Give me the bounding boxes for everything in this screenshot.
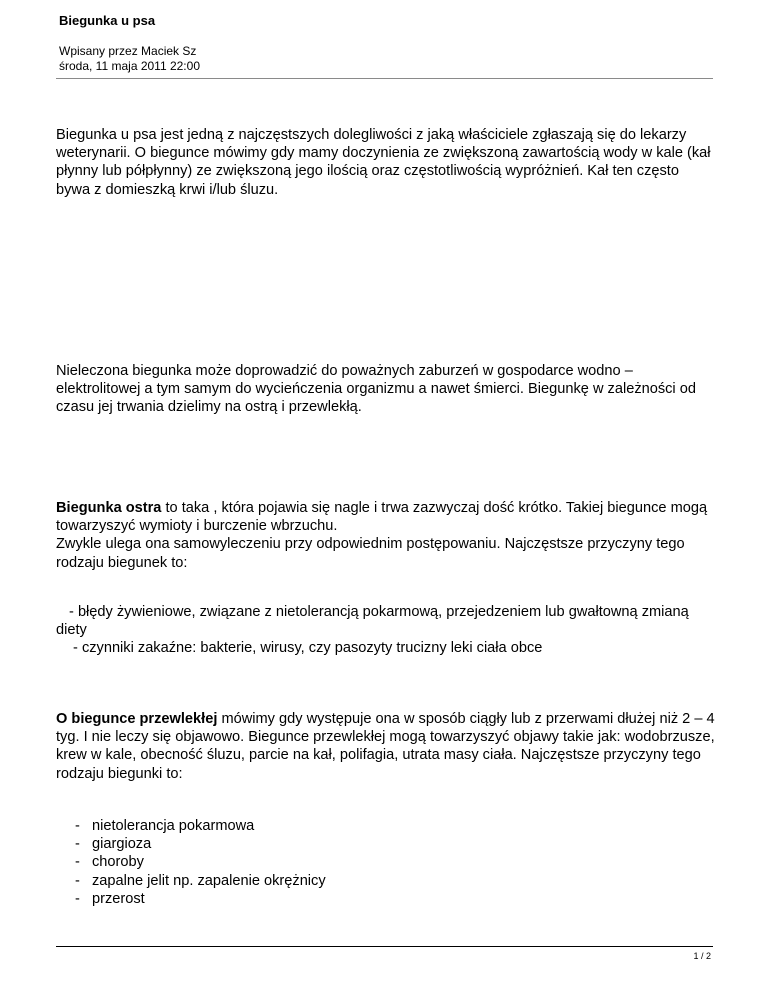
acute-text: to taka , która pojawia się nagle i trwa zazwyczaj dość krótko. Takiej biegunce mogą towarzyszyć wymioty i burczenie wbrzuchu. xyxy=(56,500,708,535)
list-item: - nietolerancja pokarmowa xyxy=(75,818,255,834)
page-number: 1 / 2 xyxy=(693,951,711,961)
list-item: - giargioza xyxy=(75,836,152,853)
acute-text-2: Zwykle ulega ona samowyleczeniu przy odpowiednim postępowaniu. Najczęstsze przyczyny tego rodzaju biegunek to: xyxy=(56,536,685,571)
chronic-heading: O biegunce przewlekłej xyxy=(56,711,218,727)
footer-divider xyxy=(56,946,713,947)
list-item: - czynniki zakaźne: bakterie, wirusy, czy pasozyty trucizny leki ciała obce xyxy=(73,640,543,657)
header-divider xyxy=(56,78,713,79)
article-meta xyxy=(59,44,200,74)
article-date: środa, 11 maja 2011 22:00 xyxy=(59,59,200,73)
list-item: - przerost xyxy=(75,890,145,907)
acute-heading: Biegunka ostra xyxy=(56,500,162,516)
list-item: - choroby xyxy=(75,854,144,871)
chronic-paragraph xyxy=(56,710,716,783)
list-item: - błędy żywieniowe, związane z nietolerancją pokarmową, przejedzeniem lub gwałtowną zmianą diety xyxy=(56,604,689,639)
untreated-paragraph xyxy=(56,362,716,417)
chronic-causes-list xyxy=(56,817,716,908)
acute-paragraph xyxy=(56,499,716,535)
list-item: - zapalne jelit np. zapalenie okrężnicy xyxy=(75,872,326,889)
acute-causes-list xyxy=(56,603,716,658)
acute-section xyxy=(56,499,716,572)
intro-paragraph xyxy=(56,126,716,199)
article-author: Wpisany przez Maciek Sz xyxy=(59,44,197,58)
article-title: Biegunka u psa xyxy=(59,13,156,28)
chronic-section xyxy=(56,710,716,783)
chronic-text: mówimy gdy występuje ona w sposób ciągły lub z przerwami dłużej niż 2 – 4 tyg. I nie leczy się objawowo. Biegunce przewlekłej mogą towarzyszyć objawy takie jak: wodobrzusze, krew w kale, obecność śluzu, parcie na kał, polifagia, utrata masy ciała. Najczęstsze przyczyny tego rodzaju biegunki to: xyxy=(56,711,715,782)
intro-text: Biegunka u psa jest jedną z najczęstszych dolegliwości z jaką właściciele zgłaszają się do lekarzy weterynarii. O biegunce mówimy gdy mamy doczynienia ze zwiększoną zawartością wody w kale (kał płynny lub półpłynny) ze zwiększoną jego ilością oraz częstotliwością wypróżnień. Kał ten często bywa z domieszką krwi i/lub śluzu. xyxy=(56,127,711,198)
untreated-text: Nieleczona biegunka może doprowadzić do poważnych zaburzeń w gospodarce wodno – elektrolitowej a tym samym do wycieńczenia organizmu a nawet śmierci. Biegunkę w zależności od czasu jej trwania dzielimy na ostrą i przewlekłą. xyxy=(56,363,696,416)
